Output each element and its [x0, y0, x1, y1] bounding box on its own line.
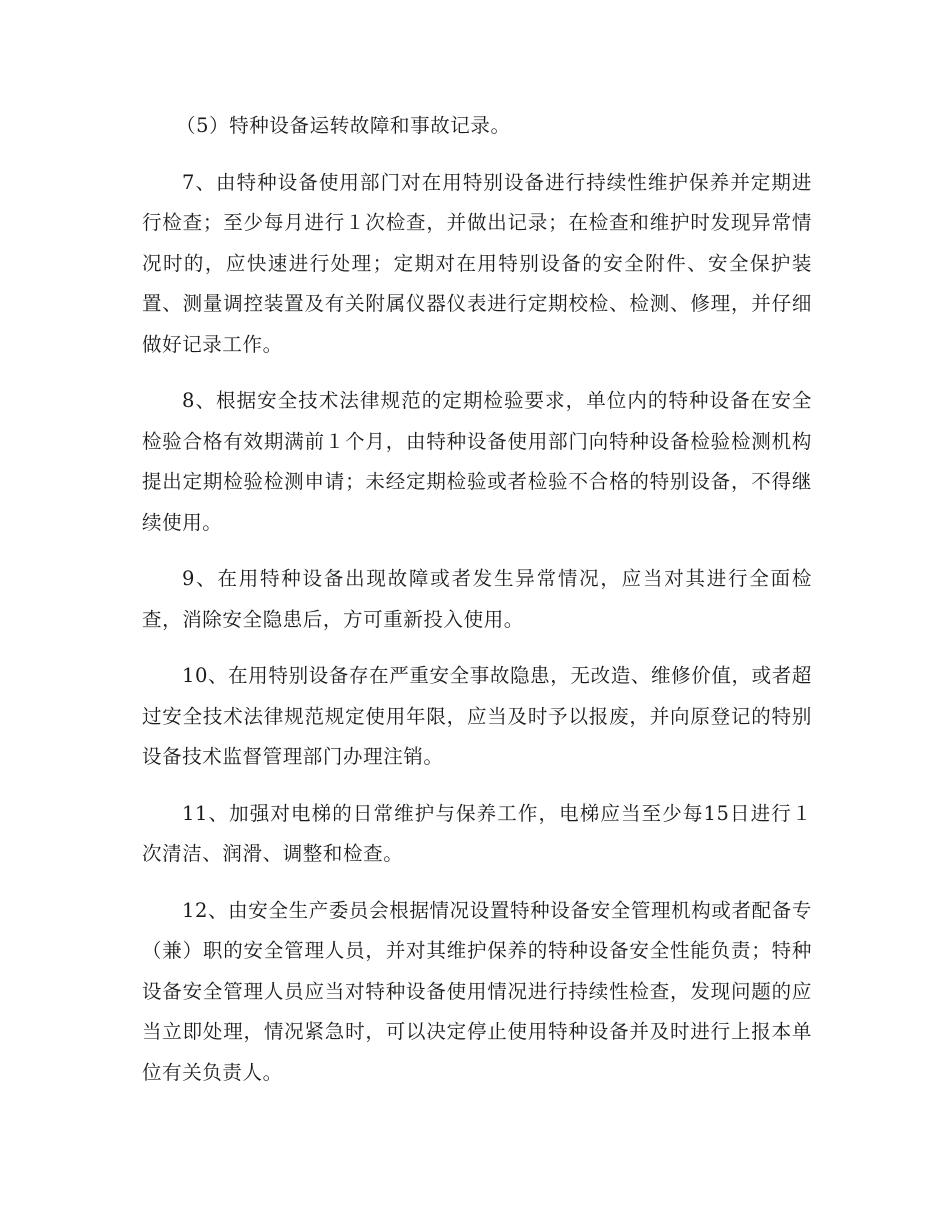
paragraph-clause-8: 8、根据安全技术法律规范的定期检验要求，单位内的特种设备在安全检验合格有效期满前１个月，由特种设备使用部门向特种设备检验检测机构提出定期检验检测申请；未经定期检验或者检验不合格的特别设备，不得继续使用。: [142, 389, 812, 534]
paragraph-clause-10: 10、在用特别设备存在严重安全事故隐患，无改造、维修价值，或者超过安全技术法律规范规定使用年限，应当及时予以报废，并向原登记的特别设备技术监督管理部门办理注销。: [142, 664, 812, 768]
paragraph-clause-12: 12、由安全生产委员会根据情况设置特种设备安全管理机构或者配备专（兼）职的安全管理人员，并对其维护保养的特种设备安全性能负责；特种设备安全管理人员应当对特种设备使用情况进行持续性检查，发现问题的应当立即处理，情况紧急时，可以决定停止使用特种设备并及时进行上报本单位有关负责人。: [142, 898, 812, 1084]
paragraph-clause-11: 11、加强对电梯的日常维护与保养工作，电梯应当至少每15日进行１次清洁、润滑、调整和检查。: [142, 801, 812, 865]
paragraph-clause-7: 7、由特种设备使用部门对在用特别设备进行持续性维护保养并定期进行检查；至少每月进行１次检查，并做出记录；在检查和维护时发现异常情况时的，应快速进行处理；定期对在用特别设备的安全附件、安全保护装置、测量调控装置及有关附属仪器仪表进行定期校检、检测、修理，并仔细做好记录工作。: [142, 170, 812, 356]
paragraph-item-5: （5）特种设备运转故障和事故记录。: [176, 114, 511, 137]
paragraph-clause-9: 9、在用特种设备出现故障或者发生异常情况，应当对其进行全面检查，消除安全隐患后，方可重新投入使用。: [142, 567, 812, 631]
document-body: [142, 106, 812, 1109]
